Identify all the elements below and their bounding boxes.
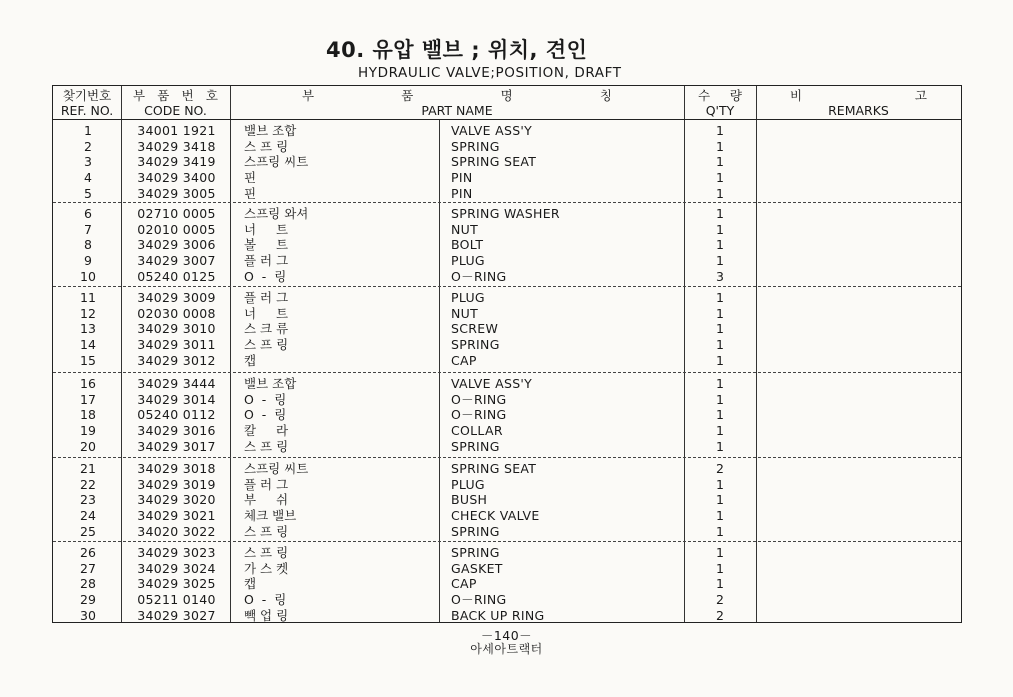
ref-no-cell: 23: [80, 492, 96, 508]
part-name-korean-cell: 핀: [244, 185, 257, 201]
qty-cell: 1: [716, 221, 724, 237]
part-name-english-cell: CAP: [451, 352, 477, 368]
qty-cell: 1: [716, 423, 724, 439]
table-row: [53, 376, 961, 392]
header-code-ko: [121, 88, 230, 103]
table-row: [53, 545, 961, 561]
header-ref-en: REF. NO.: [60, 103, 114, 118]
ref-no-cell: 1: [84, 123, 92, 138]
table-row: [53, 439, 961, 455]
qty-cell: 1: [716, 138, 724, 154]
code-no-cell: 34029 3010: [137, 321, 216, 337]
ref-no-cell: 22: [80, 476, 96, 492]
code-no-cell: 34029 3444: [137, 376, 216, 391]
code-no-cell: 02010 0005: [137, 221, 216, 237]
part-name-english-cell: BACK UP RING: [451, 607, 545, 623]
table-row: [53, 423, 961, 439]
header-divider: [53, 119, 961, 120]
part-name-korean-cell: 캡: [244, 576, 257, 592]
code-no-cell: 05240 0112: [137, 407, 216, 423]
qty-cell: 1: [716, 305, 724, 321]
ref-no-cell: 28: [80, 576, 96, 592]
header-qty-ko-char: 량: [729, 88, 742, 103]
part-name-korean-cell: 스프링 씨트: [244, 154, 309, 170]
code-no-cell: 34029 3024: [137, 560, 216, 576]
code-no-cell: 34029 3418: [137, 138, 216, 154]
code-no-cell: 34029 3025: [137, 576, 216, 592]
part-name-english-cell: PLUG: [451, 253, 485, 269]
ref-no-cell: 3: [84, 154, 92, 170]
code-no-cell: 05240 0125: [137, 268, 216, 284]
part-name-korean-cell: 스 프 링: [244, 438, 289, 454]
part-name-english-cell: O－RING: [451, 268, 507, 284]
table-row: [53, 321, 961, 337]
header-name-ko-char: 칭: [599, 88, 612, 103]
part-name-english-cell: SPRING: [451, 138, 500, 154]
part-name-english-cell: O－RING: [451, 592, 507, 608]
table-row: [53, 269, 961, 285]
table-row: [53, 524, 961, 540]
header-remarks-en: REMARKS: [828, 103, 889, 118]
group-separator: [53, 286, 961, 287]
header-name-en: PART NAME: [421, 103, 493, 118]
ref-no-cell: 12: [80, 305, 96, 321]
ref-no-cell: 8: [84, 237, 92, 253]
table-row: [53, 461, 961, 477]
qty-cell: 1: [716, 352, 724, 368]
code-no-cell: 34029 3011: [137, 337, 216, 353]
table-row: [53, 407, 961, 423]
qty-cell: 1: [716, 170, 724, 186]
ref-no-cell: 27: [80, 560, 96, 576]
ref-no-cell: 7: [84, 221, 92, 237]
part-name-english-cell: PLUG: [451, 476, 485, 492]
header-code-ko-char: 호: [205, 88, 218, 103]
header-name-ko-char: 부: [302, 88, 315, 103]
ref-no-cell: 20: [80, 438, 96, 454]
part-name-english-cell: CAP: [451, 576, 477, 592]
header-qty: [684, 86, 756, 119]
header-code-ko-char: 품: [157, 88, 170, 103]
code-no-cell: 34029 3019: [137, 476, 216, 492]
ref-no-cell: 5: [84, 185, 92, 201]
part-name-english-cell: VALVE ASS'Y: [451, 376, 533, 391]
qty-cell: 1: [716, 154, 724, 170]
group-separator: [53, 372, 961, 373]
header-ref: [53, 86, 121, 119]
ref-no-cell: 26: [80, 545, 96, 560]
code-no-cell: 34029 3027: [137, 607, 216, 623]
part-name-english-cell: O－RING: [451, 391, 507, 407]
part-name-korean-cell: 스 프 링: [244, 523, 289, 539]
header-code-ko-char: 번: [181, 88, 194, 103]
qty-cell: 1: [716, 576, 724, 592]
header-code: [121, 86, 230, 119]
part-name-korean-cell: 밸브 조합: [244, 123, 297, 138]
table-row: [53, 492, 961, 508]
ref-no-cell: 9: [84, 253, 92, 269]
part-name-korean-cell: 플 러 그: [244, 290, 289, 305]
part-name-english-cell: SPRING SEAT: [451, 154, 537, 170]
part-name-korean-cell: 빽 업 링: [244, 607, 289, 623]
part-name-korean-cell: 스프링 와셔: [244, 206, 309, 221]
part-name-english-cell: CHECK VALVE: [451, 508, 540, 524]
part-name-english-cell: SPRING SEAT: [451, 461, 537, 476]
qty-cell: 1: [716, 476, 724, 492]
part-name-english-cell: NUT: [451, 221, 479, 237]
ref-no-cell: 10: [80, 268, 96, 284]
header-code-ko-char: 부: [133, 88, 146, 103]
table-row: [53, 186, 961, 202]
table-row: [53, 206, 961, 222]
part-name-korean-cell: 체크 밸브: [244, 508, 297, 524]
code-no-cell: 34029 3020: [137, 492, 216, 508]
qty-cell: 1: [716, 376, 724, 391]
part-name-english-cell: O－RING: [451, 407, 507, 423]
table-row: [53, 154, 961, 170]
part-name-korean-cell: 밸브 조합: [244, 376, 297, 391]
table-row: [53, 222, 961, 238]
part-name-english-cell: SCREW: [451, 321, 499, 337]
part-name-korean-cell: 가 스 켓: [244, 560, 289, 576]
header-remarks-ko: [756, 88, 961, 103]
table-row: [53, 592, 961, 608]
ref-no-cell: 14: [80, 337, 96, 353]
part-name-korean-cell: 플 러 그: [244, 476, 289, 492]
part-name-korean-cell: 플 러 그: [244, 253, 289, 269]
ref-no-cell: 18: [80, 407, 96, 423]
part-name-korean-cell: 부 쉬: [244, 492, 289, 508]
qty-cell: 1: [716, 206, 724, 221]
header-name-ko: [230, 88, 684, 103]
group-separator: [53, 541, 961, 542]
page-number: －140－: [480, 628, 533, 643]
table-row: [53, 170, 961, 186]
qty-cell: 1: [716, 321, 724, 337]
table-row: [53, 508, 961, 524]
code-no-cell: 05211 0140: [137, 592, 216, 608]
code-no-cell: 02030 0008: [137, 305, 216, 321]
header-qty-ko: [684, 88, 756, 103]
table-row: [53, 139, 961, 155]
group-separator: [53, 457, 961, 458]
part-name-english-cell: SPRING WASHER: [451, 206, 560, 221]
part-name-korean-cell: 볼 트: [244, 237, 289, 253]
header-remarks-ko-char: 고: [914, 88, 927, 103]
parts-table: [52, 85, 962, 623]
header-qty-en: Q'TY: [705, 103, 735, 118]
table-row: [53, 123, 961, 139]
code-no-cell: 34029 3419: [137, 154, 216, 170]
part-name-korean-cell: 스프링 씨트: [244, 461, 309, 476]
ref-no-cell: 21: [80, 461, 96, 476]
part-name-korean-cell: O - 링: [244, 592, 287, 608]
ref-no-cell: 13: [80, 321, 96, 337]
code-no-cell: 34029 3016: [137, 423, 216, 439]
code-no-cell: 34029 3017: [137, 438, 216, 454]
ref-no-cell: 2: [84, 138, 92, 154]
code-no-cell: 34029 3005: [137, 185, 216, 201]
code-no-cell: 34029 3021: [137, 508, 216, 524]
ref-no-cell: 15: [80, 352, 96, 368]
part-name-korean-cell: O - 링: [244, 268, 287, 284]
ref-no-cell: 17: [80, 391, 96, 407]
part-name-korean-cell: 스 크 류: [244, 321, 289, 337]
part-name-korean-cell: 핀: [244, 170, 257, 186]
code-no-cell: 34029 3009: [137, 290, 216, 305]
table-row: [53, 237, 961, 253]
part-name-korean-cell: 칼 라: [244, 423, 289, 439]
qty-cell: 1: [716, 492, 724, 508]
header-code-en: CODE NO.: [144, 103, 207, 118]
qty-cell: 1: [716, 545, 724, 560]
header-qty-ko-char: 수: [698, 88, 711, 103]
qty-cell: 1: [716, 391, 724, 407]
qty-cell: 1: [716, 337, 724, 353]
table-row: [53, 477, 961, 493]
code-no-cell: 34029 3400: [137, 170, 216, 186]
code-no-cell: 34029 3014: [137, 391, 216, 407]
qty-cell: 1: [716, 185, 724, 201]
part-name-english-cell: PIN: [451, 170, 473, 186]
qty-cell: 2: [716, 607, 724, 623]
code-no-cell: 34020 3022: [137, 523, 216, 539]
code-no-cell: 34029 3006: [137, 237, 216, 253]
table-row: [53, 253, 961, 269]
part-name-english-cell: COLLAR: [451, 423, 503, 439]
part-name-english-cell: GASKET: [451, 560, 503, 576]
part-name-korean-cell: O - 링: [244, 407, 287, 423]
ref-no-cell: 29: [80, 592, 96, 608]
part-name-korean-cell: 스 프 링: [244, 545, 289, 560]
ref-no-cell: 16: [80, 376, 96, 391]
table-row: [53, 337, 961, 353]
part-name-korean-cell: 너 트: [244, 305, 289, 321]
header-part-name: [230, 86, 684, 119]
header-name-ko-char: 명: [500, 88, 513, 103]
table-row: [53, 392, 961, 408]
qty-cell: 1: [716, 508, 724, 524]
ref-no-cell: 30: [80, 607, 96, 623]
part-name-english-cell: SPRING: [451, 337, 500, 353]
code-no-cell: 34001 1921: [137, 123, 216, 138]
page-title-english: HYDRAULIC VALVE;POSITION, DRAFT: [358, 65, 622, 81]
qty-cell: 1: [716, 523, 724, 539]
qty-cell: 1: [716, 253, 724, 269]
group-separator: [53, 202, 961, 203]
part-name-english-cell: VALVE ASS'Y: [451, 123, 533, 138]
part-name-korean-cell: 캡: [244, 352, 257, 368]
brand-name: 아세아트랙터: [470, 642, 543, 656]
code-no-cell: 34029 3018: [137, 461, 216, 476]
part-name-english-cell: SPRING: [451, 545, 500, 560]
part-name-korean-cell: 스 프 링: [244, 138, 289, 154]
qty-cell: 2: [716, 592, 724, 608]
header-name-ko-char: 품: [401, 88, 414, 103]
table-row: [53, 576, 961, 592]
ref-no-cell: 25: [80, 523, 96, 539]
table-row: [53, 306, 961, 322]
part-name-english-cell: SPRING: [451, 523, 500, 539]
part-name-korean-cell: 스 프 링: [244, 337, 289, 353]
ref-no-cell: 6: [84, 206, 92, 221]
qty-cell: 1: [716, 438, 724, 454]
table-row: [53, 353, 961, 369]
table-row: [53, 608, 961, 624]
ref-no-cell: 4: [84, 170, 92, 186]
part-name-english-cell: BOLT: [451, 237, 484, 253]
qty-cell: 2: [716, 461, 724, 476]
header-ref-ko: 찾기번호: [62, 88, 112, 103]
part-name-english-cell: NUT: [451, 305, 479, 321]
table-row: [53, 561, 961, 577]
page-title-korean: 40. 유압 밸브 ; 위치, 견인: [326, 38, 588, 62]
part-name-english-cell: PLUG: [451, 290, 485, 305]
part-name-english-cell: PIN: [451, 185, 473, 201]
header-remarks: [756, 86, 961, 119]
code-no-cell: 34029 3007: [137, 253, 216, 269]
code-no-cell: 02710 0005: [137, 206, 216, 221]
qty-cell: 1: [716, 290, 724, 305]
header-remarks-ko-char: 비: [790, 88, 803, 103]
code-no-cell: 34029 3023: [137, 545, 216, 560]
qty-cell: 1: [716, 560, 724, 576]
ref-no-cell: 11: [80, 290, 96, 305]
ref-no-cell: 24: [80, 508, 96, 524]
code-no-cell: 34029 3012: [137, 352, 216, 368]
table-row: [53, 290, 961, 306]
qty-cell: 1: [716, 237, 724, 253]
part-name-english-cell: SPRING: [451, 438, 500, 454]
part-name-korean-cell: O - 링: [244, 391, 287, 407]
qty-cell: 1: [716, 123, 724, 138]
part-name-english-cell: BUSH: [451, 492, 488, 508]
qty-cell: 3: [716, 268, 724, 284]
qty-cell: 1: [716, 407, 724, 423]
ref-no-cell: 19: [80, 423, 96, 439]
part-name-korean-cell: 너 트: [244, 221, 289, 237]
